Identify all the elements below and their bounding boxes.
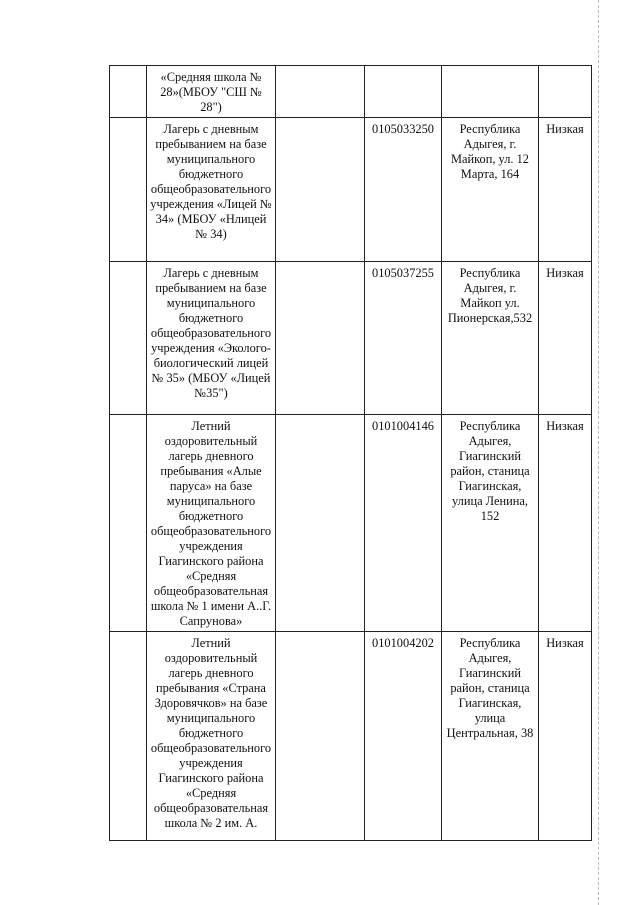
- table-row: [110, 66, 592, 118]
- code-cell: [365, 66, 442, 118]
- table-row: [110, 118, 592, 262]
- table-row: [110, 415, 592, 632]
- code-cell: 0105033250: [365, 118, 442, 262]
- blank-cell: [276, 66, 365, 118]
- row-number-cell: [110, 415, 147, 632]
- risk-cell: Низкая: [539, 118, 592, 262]
- row-number-cell: [110, 66, 147, 118]
- address-cell: Республика Адыгея, г. Майкоп, ул. 12 Марта, 164: [442, 118, 539, 262]
- camp-name-cell: Лагерь с дневным пребыванием на базе муниципального бюджетного общеобразовательного учреждения «Эколого-биологический лицей № 35» (МБОУ «Лицей №35"): [147, 262, 276, 415]
- row-number-cell: [110, 118, 147, 262]
- row-number-cell: [110, 632, 147, 841]
- camp-name-cell: Летний оздоровительный лагерь дневного пребывания «Алые паруса» на базе муниципального бюджетного общеобразовательного учреждения Гиагинского района «Средняя общеобразовательная школа № 1 имени А..Г. Сапрунова»: [147, 415, 276, 632]
- code-cell: 0105037255: [365, 262, 442, 415]
- camp-name-cell: Летний оздоровительный лагерь дневного пребывания «Страна Здоровячков» на базе муниципального бюджетного общеобразовательного учреждения Гиагинского района «Средняя общеобразовательная школа № 2 им. А.: [147, 632, 276, 841]
- table-row: [110, 632, 592, 841]
- code-cell: 0101004146: [365, 415, 442, 632]
- blank-cell: [276, 262, 365, 415]
- risk-cell: [539, 66, 592, 118]
- camp-name-cell: «Средняя школа № 28»(МБОУ "СШ № 28"): [147, 66, 276, 118]
- row-number-cell: [110, 262, 147, 415]
- blank-cell: [276, 118, 365, 262]
- page-edge-line: [598, 0, 599, 905]
- risk-cell: Низкая: [539, 415, 592, 632]
- code-cell: 0101004202: [365, 632, 442, 841]
- camp-registry-table: [109, 65, 592, 841]
- address-cell: Республика Адыгея, Гиагинский район, станица Гиагинская, улица Ленина, 152: [442, 415, 539, 632]
- risk-cell: Низкая: [539, 632, 592, 841]
- camp-name-cell: Лагерь с дневным пребыванием на базе муниципального бюджетного общеобразовательного учреждения «Лицей № 34» (МБОУ «Нлицей № 34): [147, 118, 276, 262]
- risk-cell: Низкая: [539, 262, 592, 415]
- blank-cell: [276, 632, 365, 841]
- address-cell: [442, 66, 539, 118]
- address-cell: Республика Адыгея, Гиагинский район, станица Гиагинская, улица Центральная, 38: [442, 632, 539, 841]
- table-row: [110, 262, 592, 415]
- blank-cell: [276, 415, 365, 632]
- address-cell: Республика Адыгея, г. Майкоп ул. Пионерская,532: [442, 262, 539, 415]
